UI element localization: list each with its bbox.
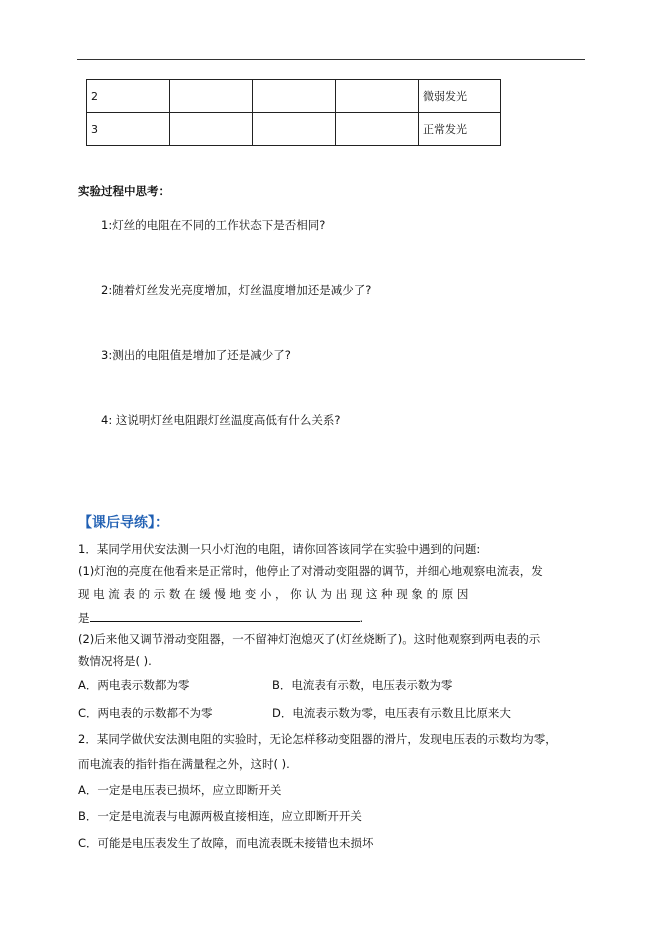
table-cell xyxy=(170,80,253,113)
table-cell xyxy=(336,80,419,113)
data-table xyxy=(86,79,501,146)
q1-option-c: C．两电表的示数都不为零 xyxy=(78,706,213,720)
practice-title: 【课后导练】： xyxy=(78,515,169,531)
q2-option-b: B．一定是电流表与电源两极直接相连，应立即断开开关 xyxy=(78,809,362,823)
q1-part1-line3 xyxy=(78,609,363,625)
thinking-question-3: 3:测出的电阻值是增加了还是减少了? xyxy=(101,348,291,362)
table-cell: 3 xyxy=(87,113,170,146)
table-cell xyxy=(253,113,336,146)
q1-part1-line1: (1)灯泡的亮度在他看来是正常时，他停止了对滑动变阻器的调节，并细心地观察电流表，发 xyxy=(78,564,543,578)
q2-line2: 而电流表的指针指在满量程之外，这时( ). xyxy=(78,757,290,771)
table-row xyxy=(87,113,501,146)
q1-part1-line2: 现 电 流 表 的 示 数 在 缓 慢 地 变 小 ， 你 认 为 出 现 这 种 现 象 的 原 因 xyxy=(78,587,469,601)
q2-line1: 2．某同学做伏安法测电阻的实验时，无论怎样移动变阻器的滑片，发现电压表的示数均为零， xyxy=(78,732,557,746)
q1-option-b: B．电流表有示数，电压表示数为零 xyxy=(272,678,453,692)
q2-option-c: C．可能是电压表发生了故障，而电流表既未接错也未损坏 xyxy=(78,836,374,850)
q1-stem: 1．某同学用伏安法测一只小灯泡的电阻，请你回答该同学在实验中遇到的问题: xyxy=(78,542,481,556)
table-cell: 2 xyxy=(87,80,170,113)
q1-option-d: D．电流表示数为零，电压表有示数且比原来大 xyxy=(272,706,511,720)
header-rule xyxy=(77,59,585,60)
thinking-question-2: 2:随着灯丝发光亮度增加，灯丝温度增加还是减少了? xyxy=(101,283,372,297)
q1-part2-line2: 数情况将是( ). xyxy=(78,654,152,668)
table-cell: 正常发光 xyxy=(419,113,501,146)
answer-blank[interactable] xyxy=(90,609,360,622)
q1-part1-prefix: 是 xyxy=(78,611,90,625)
thinking-heading: 实验过程中思考： xyxy=(78,184,170,198)
table-cell xyxy=(170,113,253,146)
q2-option-a: A．一定是电压表已损坏，应立即断开关 xyxy=(78,783,282,797)
q1-option-a: A．两电表示数都为零 xyxy=(78,678,190,692)
thinking-question-4: 4: 这说明灯丝电阻跟灯丝温度高低有什么关系? xyxy=(101,413,341,427)
q1-part1-suffix: . xyxy=(359,611,364,625)
table-cell xyxy=(336,113,419,146)
q1-part2-line1: (2)后来他又调节滑动变阻器，一不留神灯泡熄灭了(灯丝烧断了)。这时他观察到两电表的示 xyxy=(78,632,541,646)
table-cell xyxy=(253,80,336,113)
thinking-question-1: 1:灯丝的电阻在不同的工作状态下是否相同? xyxy=(101,218,326,232)
table-row xyxy=(87,80,501,113)
table-cell: 微弱发光 xyxy=(419,80,501,113)
